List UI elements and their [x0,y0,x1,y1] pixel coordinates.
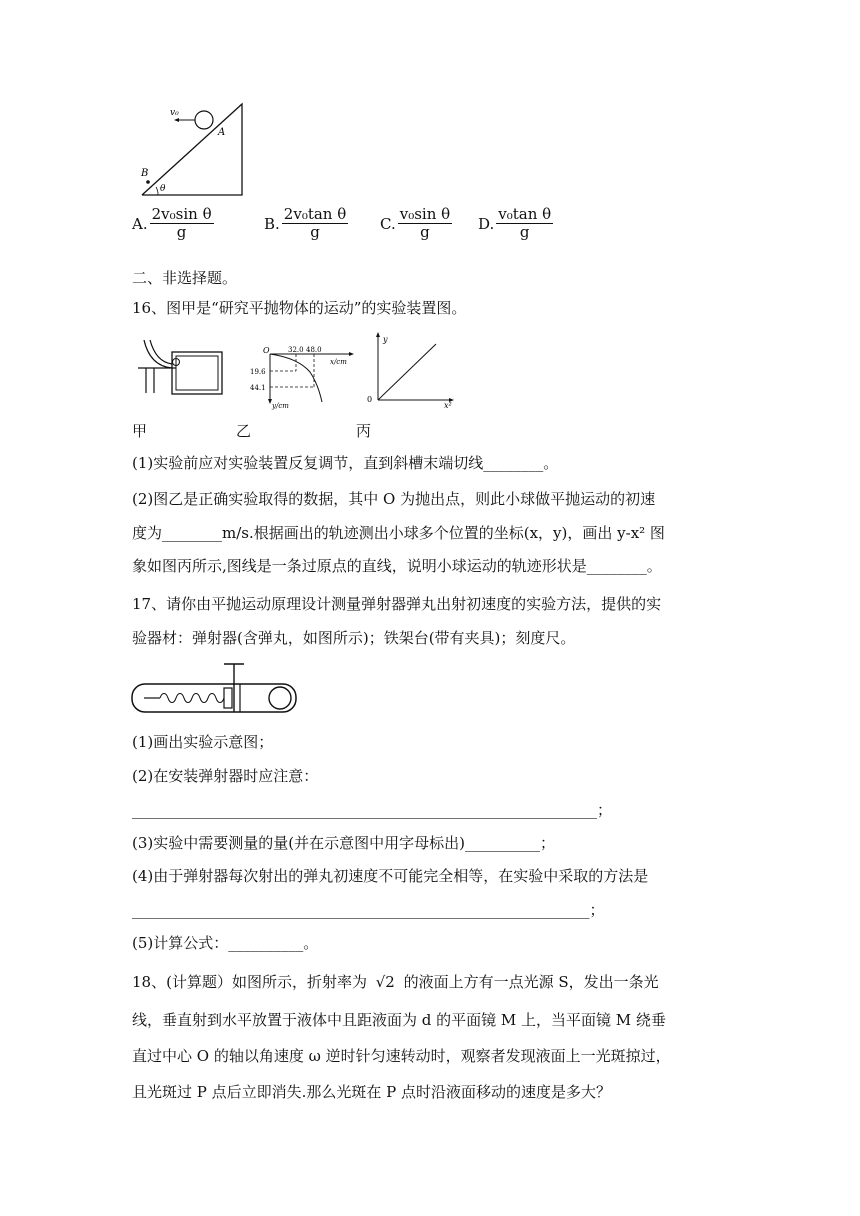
origin-label: 0 [367,395,373,404]
q16-part2-line2: 度为________m/s.根据画出的轨迹测出小球多个位置的坐标(x，y)，画出 y-x² 图 [132,524,665,542]
y-x2-graph [364,330,460,410]
y-axis-label: y/cm [272,402,289,410]
x-axis-label: x/cm [330,358,347,366]
q17-part5: (5)计算公式：__________。 [132,934,319,952]
choice-letter: A. [132,214,148,233]
choice-letter: D. [478,214,495,233]
denominator: g [420,223,430,241]
x-axis-label: x² [444,401,452,410]
point-a-label: A [218,127,226,138]
denominator: g [310,223,320,241]
y1-tick: 19.6 [250,368,266,376]
label-bing: 丙 [356,422,372,440]
denominator: g [519,223,530,241]
q17-part2-blank: ______________________________________________________________； [132,801,613,819]
q18-text-b: 的液面上方有一点光源 S，发出一条光 [403,973,659,991]
x1-tick: 32.0 [288,346,304,354]
section-heading: 二、非选择题。 [132,269,238,287]
y-axis-label: y [383,335,388,344]
q18-line1 [132,972,659,992]
choice-letter: B. [264,214,280,233]
point-b-label: B [141,168,149,179]
q16-part2-line3: 象如图丙所示,图线是一条过原点的直线，说明小球运动的轨迹形状是________。 [132,557,662,575]
sqrt2: √2 [375,973,395,991]
q17-stem-line2: 验器材：弹射器(含弹丸，如图所示)；铁架台(带有夹具)；刻度尺。 [132,629,576,647]
apparatus-figure [136,338,226,398]
choice-c[interactable] [380,206,452,241]
trajectory-figure [248,344,358,412]
v0-label: v₀ [170,108,179,118]
denominator: g [176,223,187,241]
q18-line2: 线，垂直射到水平放置于液体中且距液面为 d 的平面镜 M 上，当平面镜 M 绕垂 [132,1011,666,1029]
choice-letter: C. [380,214,396,233]
q16-part1: (1)实验前应对实验装置反复调节，直到斜槽末端切线________。 [132,454,559,472]
q16-part2-line1: (2)图乙是正确实验取得的数据，其中 O 为抛出点，则此小球做平抛运动的初速 [132,490,656,508]
label-yi: 乙 [236,422,252,440]
q17-part3: (3)实验中需要测量的量(并在示意图中用字母标出)__________； [132,834,555,852]
choice-fraction [398,206,452,241]
numerator: 2v₀tan θ [283,205,347,223]
choice-fraction [282,206,348,241]
q17-part4: (4)由于弹射器每次射出的弹丸初速度不可能完全相等，在实验中采取的方法是 [132,867,649,885]
choice-fraction [150,206,214,241]
launcher-figure [130,660,300,716]
y2-tick: 44.1 [250,384,266,392]
q17-part2: (2)在安装弹射器时应注意： [132,767,319,785]
q17-part4-blank: _____________________________________________________________； [132,901,605,919]
q16-stem: 16、图甲是“研究平抛物体的运动”的实验装置图。 [132,299,467,317]
label-jia: 甲 [132,422,148,440]
incline-figure [140,100,250,200]
numerator: v₀sin θ [399,205,451,223]
q17-part1: (1)画出实验示意图； [132,733,274,751]
origin-o-label: O [263,346,270,355]
q17-stem-line1: 17、请你由平抛运动原理设计测量弹射器弹丸出射初速度的实验方法，提供的实 [132,595,662,613]
choice-d[interactable] [478,206,553,241]
numerator: 2v₀sin θ [151,205,212,223]
q18-line4: 且光斑过 P 点后立即消失.那么光斑在 P 点时沿液面移动的速度是多大？ [132,1083,612,1101]
choice-a[interactable] [132,206,214,241]
numerator: v₀tan θ [498,205,552,223]
q18-line3: 直过中心 O 的轴以角速度 ω 逆时针匀速转动时，观察者发现液面上一光斑掠过， [132,1047,671,1065]
choice-fraction [496,206,553,241]
x2-tick: 48.0 [306,346,322,354]
q18-text-a: 18、(计算题）如图所示，折射率为 [132,973,367,991]
choice-b[interactable] [264,206,348,241]
theta-label: θ [160,184,166,194]
